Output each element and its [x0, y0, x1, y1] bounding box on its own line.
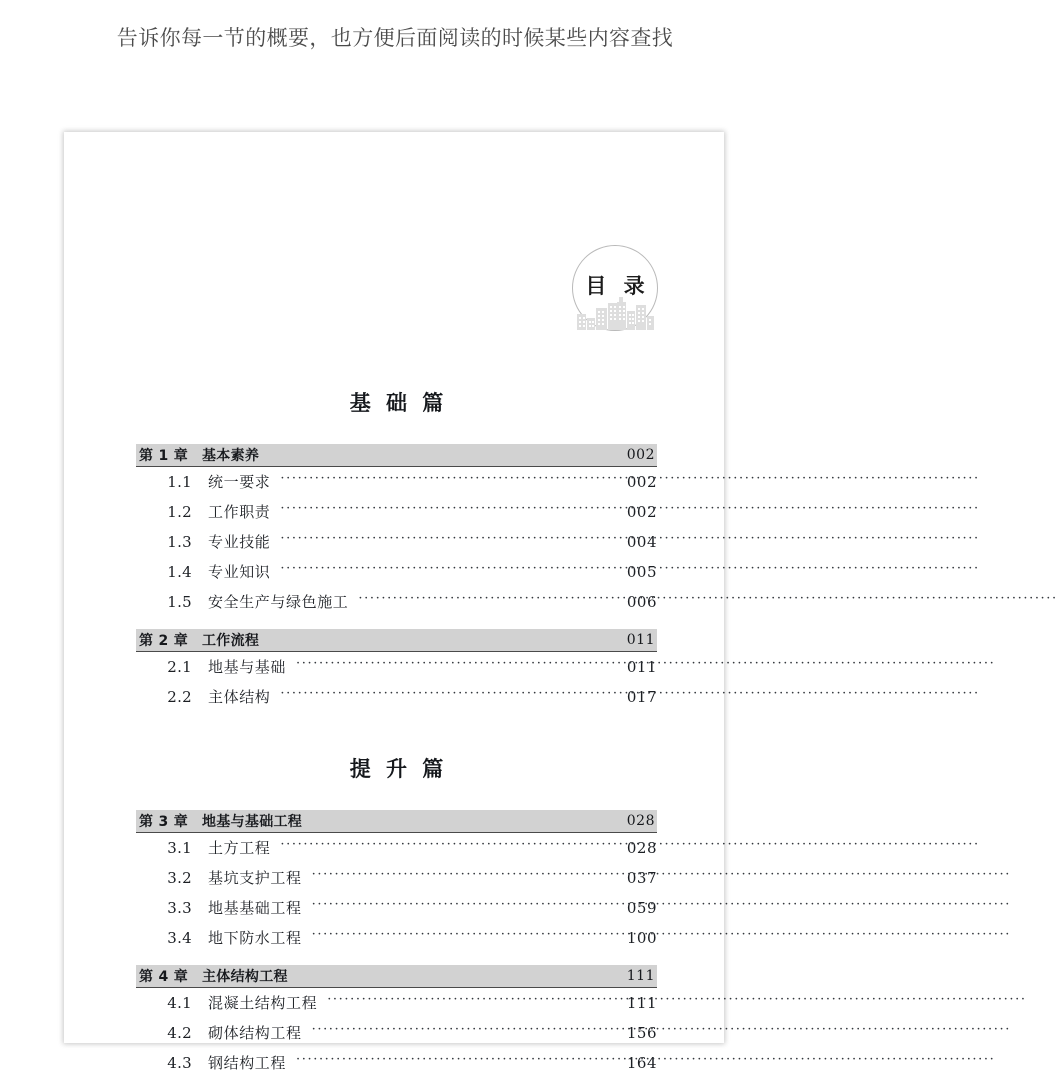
dot-leader [327, 993, 621, 1008]
section-number: 3.2 [167, 869, 192, 887]
dot-leader [312, 928, 621, 943]
toc-section-row[interactable] [136, 992, 657, 1022]
section-page-number: 017 [626, 688, 657, 706]
section-page-number: 002 [626, 503, 657, 521]
part-title: 基 础 篇 [349, 390, 448, 415]
dot-leader [280, 532, 620, 547]
section-number: 4.2 [167, 1024, 192, 1042]
toc-section-row[interactable] [136, 656, 657, 686]
section-page-number: 037 [626, 869, 657, 887]
dot-leader [312, 868, 621, 883]
chapter-number: 第 2 章 [139, 633, 188, 649]
toc-section-row[interactable] [136, 867, 657, 897]
toc-section-row[interactable] [136, 561, 657, 591]
chapter-page-number: 111 [626, 968, 655, 984]
section-title: 混凝土结构工程 [208, 994, 318, 1012]
section-list [136, 467, 657, 624]
dot-leader [280, 472, 620, 487]
toc-badge-label: 目 录 [585, 274, 650, 298]
section-title: 砌体结构工程 [208, 1024, 302, 1042]
section-number: 4.1 [167, 994, 192, 1012]
section-number: 1.1 [167, 473, 192, 491]
toc-section-row[interactable] [136, 1022, 657, 1052]
section-title: 主体结构 [208, 688, 271, 706]
dot-leader [280, 687, 620, 702]
section-page-number: 028 [626, 839, 657, 857]
section-number: 3.1 [167, 839, 192, 857]
toc-section-row[interactable] [136, 686, 657, 716]
dot-leader [280, 562, 620, 577]
section-number: 4.3 [167, 1054, 192, 1072]
chapter-list [136, 810, 657, 1085]
section-title: 专业知识 [208, 563, 271, 581]
toc-section-row[interactable] [136, 837, 657, 867]
chapter-number: 第 1 章 [139, 448, 188, 464]
section-title: 地下防水工程 [208, 929, 302, 947]
section-page-number: 002 [626, 473, 657, 491]
section-number: 1.5 [167, 593, 192, 611]
chapter-number: 第 4 章 [139, 969, 188, 985]
toc-section-row[interactable] [136, 531, 657, 561]
section-page-number: 005 [626, 563, 657, 581]
toc-part [136, 387, 657, 719]
section-list [136, 652, 657, 719]
section-page-number: 100 [626, 929, 657, 947]
chapter-title: 基本素养 [202, 448, 260, 464]
section-title: 安全生产与绿色施工 [208, 593, 349, 611]
page-caption: 告诉你每一节的概要，也方便后面阅读的时候某些内容查找 [116, 26, 674, 50]
section-number: 1.4 [167, 563, 192, 581]
book-page-sheet [64, 132, 724, 1072]
section-number: 2.1 [167, 658, 192, 676]
section-number: 1.2 [167, 503, 192, 521]
chapter-header[interactable] [136, 810, 657, 833]
chapter-title: 地基与基础工程 [202, 814, 303, 830]
section-page-number: 011 [626, 658, 657, 676]
section-list [136, 988, 657, 1085]
toc-section-row[interactable] [136, 927, 657, 957]
chapter-header[interactable] [136, 629, 657, 652]
toc-chapter[interactable] [136, 965, 657, 1085]
dot-leader [280, 502, 620, 517]
toc-section-row[interactable] [136, 897, 657, 927]
chapter-page-number: 028 [626, 813, 655, 829]
section-title: 钢结构工程 [208, 1054, 287, 1072]
dot-leader [312, 898, 621, 913]
section-number: 1.3 [167, 533, 192, 551]
dot-leader [280, 838, 620, 853]
chapter-title: 主体结构工程 [202, 969, 288, 985]
section-title: 地基基础工程 [208, 899, 302, 917]
section-list [136, 833, 657, 960]
part-title: 提 升 篇 [349, 756, 448, 781]
toc-section-row[interactable] [136, 501, 657, 531]
toc-chapter[interactable] [136, 444, 657, 624]
toc-section-row[interactable] [136, 471, 657, 501]
chapter-header[interactable] [136, 444, 657, 467]
section-page-number: 164 [626, 1054, 657, 1072]
page-inner [64, 132, 724, 1072]
dot-leader [296, 657, 621, 672]
section-page-number: 006 [626, 593, 657, 611]
chapter-header[interactable] [136, 965, 657, 988]
section-page-number: 156 [626, 1024, 657, 1042]
dot-leader [312, 1023, 621, 1038]
section-title: 专业技能 [208, 533, 271, 551]
section-title: 工作职责 [208, 503, 271, 521]
dot-leader [296, 1053, 621, 1068]
section-page-number: 111 [626, 994, 657, 1012]
toc-chapter[interactable] [136, 629, 657, 719]
section-page-number: 004 [626, 533, 657, 551]
dot-leader [358, 592, 620, 607]
toc-section-row[interactable] [136, 591, 657, 621]
chapter-page-number: 011 [626, 632, 655, 648]
section-number: 2.2 [167, 688, 192, 706]
chapter-list [136, 444, 657, 719]
toc-chapter[interactable] [136, 810, 657, 960]
toc-section-row[interactable] [136, 1052, 657, 1082]
toc-part [136, 753, 657, 1085]
section-number: 3.3 [167, 899, 192, 917]
section-title: 土方工程 [208, 839, 271, 857]
chapter-number: 第 3 章 [139, 814, 188, 830]
section-title: 基坑支护工程 [208, 869, 302, 887]
chapter-title: 工作流程 [202, 633, 260, 649]
section-page-number: 059 [626, 899, 657, 917]
section-title: 统一要求 [208, 473, 271, 491]
chapter-page-number: 002 [626, 447, 655, 463]
section-title: 地基与基础 [208, 658, 287, 676]
section-number: 3.4 [167, 929, 192, 947]
